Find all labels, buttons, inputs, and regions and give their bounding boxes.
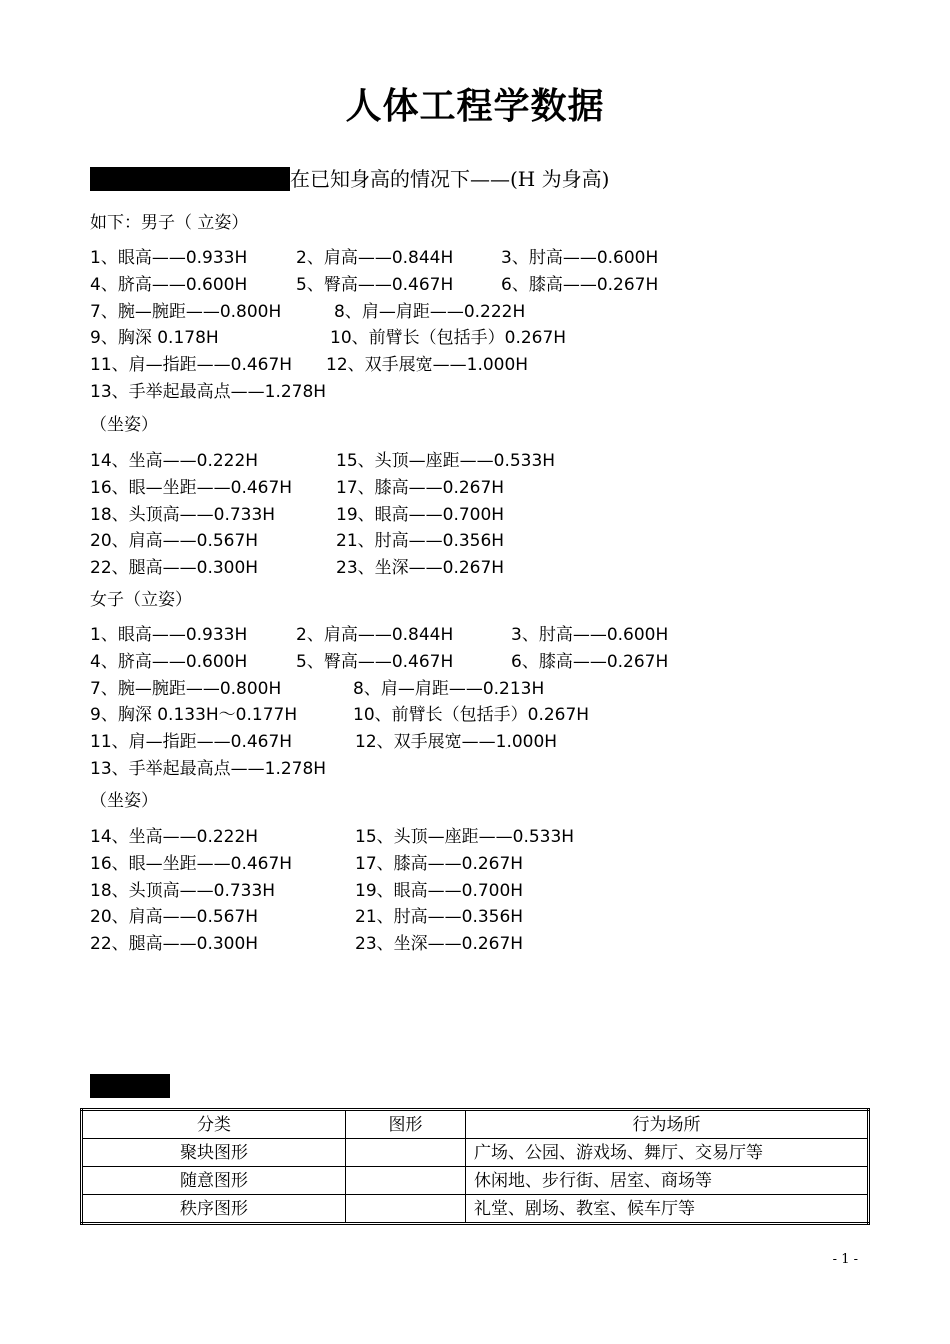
cell-category: 聚块图形 (82, 1139, 346, 1167)
measurement-item: 23、坐深——0.267H (336, 558, 505, 579)
measurement-item: 13、手举起最高点——1.278H (90, 382, 327, 402)
measurement-item: 11、肩—指距——0.467H (90, 355, 293, 376)
cell-venue: 礼堂、剧场、教室、候车厅等 (466, 1195, 869, 1224)
measurement-item: 2、肩高——0.844H (296, 625, 454, 645)
measurement-item: 3、肘高——0.600H (511, 625, 669, 645)
measurement-item: 6、膝高——0.267H (501, 274, 659, 295)
page-title: 人体工程学数据 (345, 86, 605, 127)
measurement-item: 9、胸深 0.133H～0.177H (90, 705, 298, 726)
space-distribution-table (80, 1108, 870, 1225)
cell-category: 随意图形 (82, 1167, 346, 1195)
measurement-item: 18、头顶高——0.733H (90, 880, 276, 901)
intro-male-standing: 如下：男子（ 立姿） (90, 213, 249, 233)
page-number: - 1 - (832, 1252, 858, 1267)
section-heading-space-distribution (90, 1070, 170, 1099)
measurement-item: 10、前臂长（包括手）0.267H (353, 705, 590, 726)
measurement-item: 4、脐高——0.600H (90, 651, 248, 672)
measurement-item: 16、眼—坐距——0.467H (90, 853, 293, 874)
measurement-item: 7、腕—腕距——0.800H (90, 678, 282, 699)
measurement-item: 2、肩高——0.844H (296, 248, 454, 268)
table-header-row (82, 1110, 869, 1139)
measurement-item: 17、膝高——0.267H (336, 477, 505, 498)
measurement-item: 8、肩—肩距——0.222H (334, 301, 526, 322)
measurement-item: 13、手举起最高点——1.278H (90, 759, 327, 779)
measurement-item: 3、肘高——0.600H (501, 248, 659, 268)
measurement-item: 17、膝高——0.267H (355, 853, 524, 874)
heading-subtitle: 在已知身高的情况下——(H 为身高) (290, 167, 610, 191)
measurement-item: 5、臀高——0.467H (296, 274, 454, 295)
highlighted-heading: 空间分布 (90, 1074, 170, 1098)
measurement-item: 15、头顶—座距——0.533H (336, 451, 556, 471)
cell-category: 秩序图形 (82, 1195, 346, 1224)
measurement-item: 19、眼高——0.700H (355, 880, 524, 901)
measurement-item: 22、腿高——0.300H (90, 558, 259, 579)
table-row (82, 1195, 869, 1224)
measurement-item: 8、肩—肩距——0.213H (353, 678, 545, 699)
measurement-item: 14、坐高——0.222H (90, 451, 259, 471)
measurement-item: 1、眼高——0.933H (90, 625, 248, 645)
measurement-item: 12、双手展宽——1.000H (326, 355, 529, 376)
measurement-item: 1、眼高——0.933H (90, 248, 248, 268)
measurement-item: 11、肩—指距——0.467H (90, 732, 293, 753)
highlighted-heading: 由身高计算各部分尺寸 (90, 167, 290, 191)
measurement-item: 7、腕—腕距——0.800H (90, 301, 282, 322)
female-sitting-label: （坐姿） (90, 791, 158, 811)
male-sitting-label: （坐姿） (90, 415, 158, 435)
header-venue: 行为场所 (466, 1110, 869, 1139)
cell-shape (346, 1139, 466, 1167)
measurement-item: 19、眼高——0.700H (336, 504, 505, 525)
measurement-item: 4、脐高——0.600H (90, 274, 248, 295)
cell-shape (346, 1195, 466, 1224)
measurement-item: 14、坐高——0.222H (90, 827, 259, 847)
measurement-item: 9、胸深 0.178H (90, 328, 219, 349)
measurement-item: 20、肩高——0.567H (90, 531, 259, 552)
cell-venue: 休闲地、步行街、居室、商场等 (466, 1167, 869, 1195)
measurement-item: 15、头顶—座距——0.533H (355, 827, 575, 847)
measurement-item: 21、肘高——0.356H (336, 531, 505, 552)
section-heading-body-dimensions (90, 163, 609, 192)
measurement-item: 20、肩高——0.567H (90, 907, 259, 928)
cell-shape (346, 1167, 466, 1195)
measurement-item: 22、腿高——0.300H (90, 934, 259, 955)
measurement-item: 10、前臂长（包括手）0.267H (330, 328, 567, 349)
measurement-item: 5、臀高——0.467H (296, 651, 454, 672)
measurement-item: 12、双手展宽——1.000H (355, 732, 558, 753)
header-shape: 图形 (346, 1110, 466, 1139)
female-standing-label: 女子（立姿） (90, 590, 192, 610)
measurement-item: 6、膝高——0.267H (511, 651, 669, 672)
table-row (82, 1167, 869, 1195)
measurement-item: 21、肘高——0.356H (355, 907, 524, 928)
header-category: 分类 (82, 1110, 346, 1139)
cell-venue: 广场、公园、游戏场、舞厅、交易厅等 (466, 1139, 869, 1167)
measurement-item: 16、眼—坐距——0.467H (90, 477, 293, 498)
measurement-item: 18、头顶高——0.733H (90, 504, 276, 525)
measurement-item: 23、坐深——0.267H (355, 934, 524, 955)
table-row (82, 1139, 869, 1167)
